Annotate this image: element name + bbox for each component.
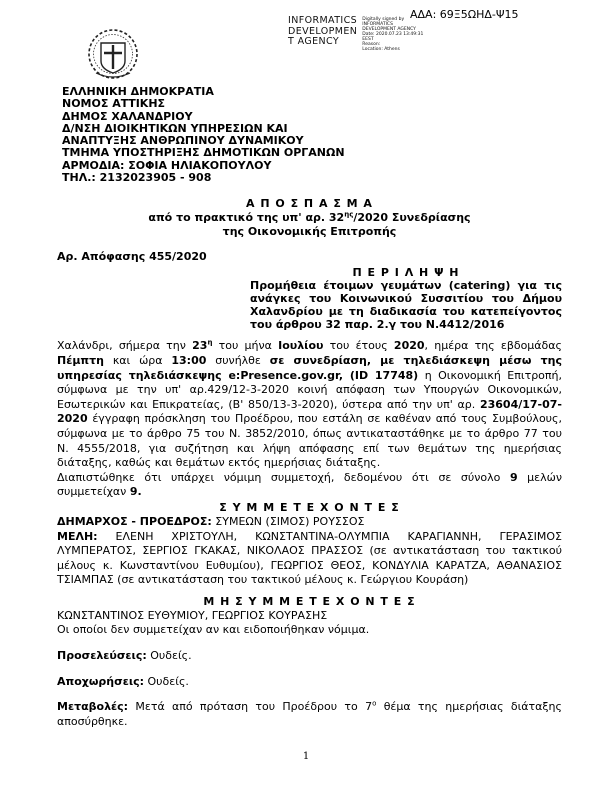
summary-block — [250, 266, 562, 331]
non-participants-heading: Μ Η Σ Υ Μ Μ Ε Τ Ε Χ Ο Ν Τ Ε Σ — [203, 594, 416, 608]
decision-number: Αρ. Απόφασης 455/2020 — [57, 250, 207, 264]
participants-heading: Σ Υ Μ Μ Ε Τ Ε Χ Ο Ν Τ Ε Σ — [219, 500, 400, 514]
letterhead-line: ΑΝΑΠΤΥΞΗΣ ΑΝΘΡΩΠΙΝΟΥ ΔΥΝΑΜΙΚΟΥ — [62, 134, 304, 148]
digital-signature-stamp — [288, 16, 423, 52]
non-participants-names: ΚΩΝΣΤΑΝΤΙΝΟΣ ΕΥΘΥΜΙΟΥ, ΓΕΩΡΓΙΟΣ ΚΟΥΡΑΣΗΣ — [57, 608, 328, 622]
letterhead-line: Δ/ΝΣΗ ΔΙΟΙΚΗΤΙΚΩΝ ΥΠΗΡΕΣΙΩΝ ΚΑΙ — [62, 121, 288, 135]
summary-heading: Π Ε Ρ Ι Λ Η Ψ Η — [352, 266, 460, 280]
document-title — [57, 197, 562, 239]
title-line-1: Α Π Ο Σ Π Α Σ Μ Α — [246, 197, 373, 211]
page-number: 1 — [302, 751, 310, 762]
letterhead-line: ΕΛΛΗΝΙΚΗ ΔΗΜΟΚΡΑΤΙΑ — [62, 85, 214, 98]
session-intro-paragraph: Χαλάνδρι, σήμερα την $23^\eta$ του μήνα Ιουλίου του έτους 2020, ημέρα της εβδομάδας Πέμπτη και ώρα 13:00 συνήλθε σε συνεδρίαση, με τηλεδιάσκεψη μέσω της υπηρεσίας τηλεδιάσκεψης e:Presence.gov.gr, (ID 17748) η Οικονομική Επιτροπή, σύμφωνα με την υπ' αρ.429/12-3-2020 κοινή απόφαση των Υπουργών Οικονομικών, Εσωτερικών και Επικρατείας, (Β' 850/13-3-2020), ύστερα από την υπ' αρ. 23604/17-07-2020 έγγραφη πρόσκληση του Προέδρου, που εστάλη σε καθέναν από τους Συμβούλους, σύμφωνα με το άρθρο 75 του Ν. 3852/2010, όπως αντικαταστάθηκε με το άρθρο 77 του Ν. 4555/2018, για συζήτηση και λήψη απόφασης επί των θεμάτων της ημερήσιας διάταξης, καθώς και θεμάτων εκτός ημερήσιας διάταξης. — [57, 338, 563, 470]
letterhead — [62, 86, 562, 184]
changes-line: Μεταβολές: Μετά από πρόταση του Προέδρου το $7^o$ θέμα της ημερήσιας διάταξης αποσύρθηκε. — [57, 699, 562, 728]
ada-code: ΑΔΑ: 69Ξ5ΩΗΔ-Ψ15 — [410, 8, 519, 21]
greek-national-emblem-icon — [84, 27, 142, 83]
title-line-2: από το πρακτικό της υπ' αρ. $32^{\eta\varsigma}/2020$ Συνεδρίασης — [148, 210, 471, 225]
departures-line: Αποχωρήσεις: Ουδείς. — [57, 674, 189, 688]
summary-text: Προμήθεια έτοιμων γευμάτων (catering) για τις ανάγκες του Κοινωνικού Συσσιτίου του Δήμου Χαλανδρίου με τη διαδικασία του κατεπείγοντος του άρθρου 32 παρ. 2.γ του Ν.4412/2016 — [250, 279, 562, 332]
document-body — [57, 86, 562, 729]
title-line-3: της Οικονομικής Επιτροπής — [222, 225, 397, 239]
signing-agency-name: INFORMATICS DEVELOPMEN T AGENCY — [288, 15, 358, 47]
quorum-paragraph: Διαπιστώθηκε ότι υπάρχει νόμιμη συμμετοχή, δεδομένου ότι σε σύνολο 9 μελών συμμετείχαν 9. — [57, 470, 562, 499]
arrivals-line: Προσελεύσεις: Ουδείς. — [57, 649, 192, 663]
letterhead-line: ΤΜΗΜΑ ΥΠΟΣΤΗΡΙΞΗΣ ΔΗΜΟΤΙΚΩΝ ΟΡΓΑΝΩΝ — [62, 146, 345, 160]
letterhead-line: ΑΡΜΟΔΙΑ: ΣΟΦΙΑ ΗΛΙΑΚΟΠΟΥΛΟΥ — [62, 158, 272, 172]
non-participants-note: Οι οποίοι δεν συμμετείχαν αν και ειδοποιήθηκαν νόμιμα. — [57, 623, 370, 637]
letterhead-line: ΔΗΜΟΣ ΧΑΛΑΝΔΡΙΟΥ — [62, 109, 193, 123]
mayor-president-line: ΔΗΜΑΡΧΟΣ - ΠΡΟΕΔΡΟΣ: ΣΥΜΕΩΝ (ΣΙΜΟΣ) ΡΟΥΣΣΟΣ — [57, 514, 365, 528]
letterhead-line: ΝΟΜΟΣ ΑΤΤΙΚΗΣ — [62, 97, 166, 111]
letterhead-line: ΤΗΛ.: 2132023905 - 908 — [62, 171, 212, 185]
members-line: ΜΕΛΗ: ΕΛΕΝΗ ΧΡΙΣΤΟΥΛΗ, ΚΩΝΣΤΑΝΤΙΝΑ-ΟΛΥΜΠΙΑ ΚΑΡΑΓΙΑΝΝΗ, ΓΕΡΑΣΙΜΟΣ ΛΥΜΠΕΡΑΤΟΣ, ΣΕΡΓΙΟΣ ΓΚΑΚΑΣ, ΝΙΚΟΛΑΟΣ ΠΡΑΣΣΟΣ (σε αντικατάσταση του τακτικού μέλους κ. Κωνσταντίνου Ευθυμίου), ΓΕΩΡΓΙΟΣ ΘΕΟΣ, ΚΟΝΔΥΛΙΑ ΚΑΡΑΤΖΑ, ΑΘΑΝΑΣΙΟΣ ΤΣΙΑΜΠΑΣ (σε αντικατάσταση του τακτικού μέλους κ. Γεώργιου Κουράση) — [57, 529, 562, 587]
signature-details: Digitally signed by INFORMATICS DEVELOPMENT AGENCY Date: 2020.07.23 13:49:31 EEST Reason: Location: Athens — [362, 17, 424, 52]
